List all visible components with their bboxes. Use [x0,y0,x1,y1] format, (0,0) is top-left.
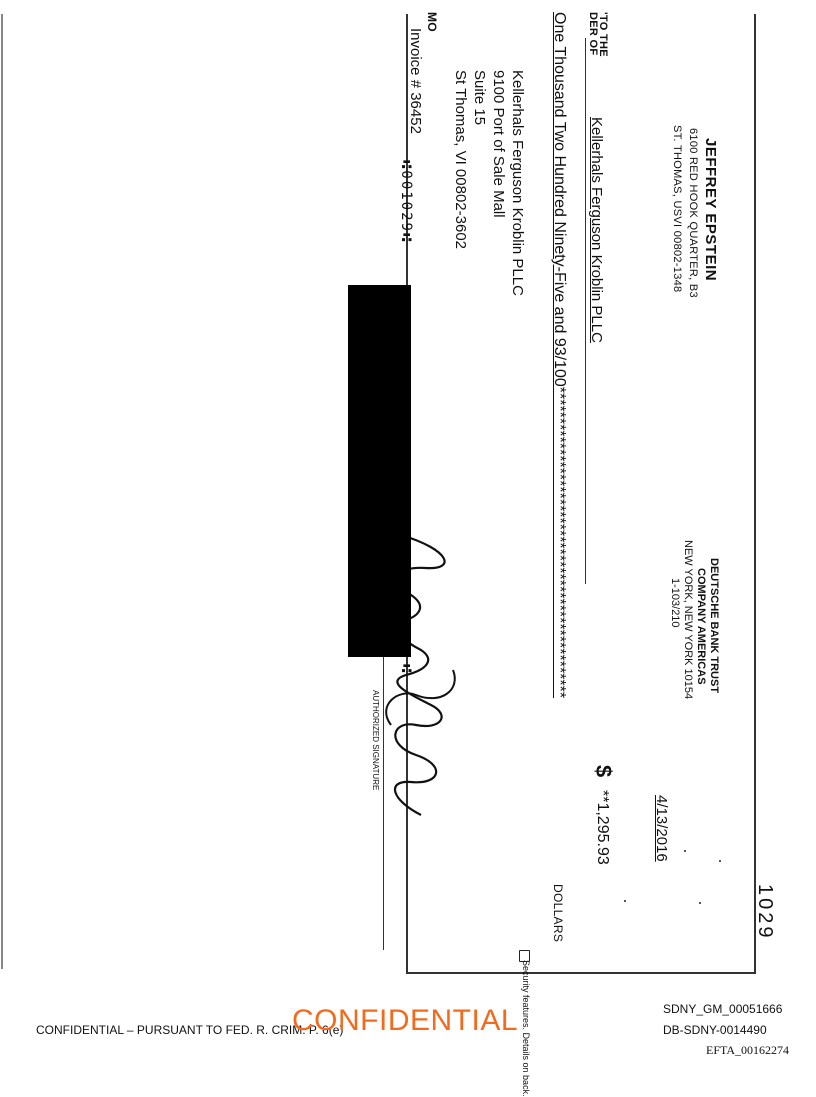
amount-numeric: **1,295.93 [594,790,611,865]
dollar-sign: $ [591,765,616,778]
bank-line1: DEUTSCHE BANK TRUST [708,558,720,694]
redaction-block [348,285,411,657]
amount-words: One Thousand Two Hundred Ninety-Five and 93/100************************************************** [551,12,568,699]
check-date: 4/13/2016 [653,795,670,862]
bank-line2: COMPANY AMERICAS [695,568,707,685]
scan-speck [719,860,721,862]
scan-speck [624,900,626,902]
pay-to-label-2: DER OF [587,12,599,56]
efta-id: EFTA_00162274 [706,1043,790,1057]
drawer-name: JEFFREY EPSTEIN [702,138,719,282]
micr-left: ⑆001029⑆ [398,160,414,244]
memo-label: MO [425,12,439,32]
payee-address-line2: 9100 Port of Sale Mall [490,70,507,218]
authorized-signature-label: AUTHORIZED SIGNATURE [371,690,380,791]
drawer-address-line2: ST. THOMAS, USVI 00802-1348 [671,125,683,293]
bank-line3: NEW YORK, NEW YORK 10154 [682,540,694,700]
memo-text: Invoice # 36452 [407,28,424,134]
check-number: 1029 [754,884,776,941]
check-top-border [1,14,3,969]
confidential-stamp: CONFIDENTIAL [292,1004,519,1037]
drawer-address-line1: 6100 RED HOOK QUARTER, B3 [687,128,699,298]
payee-line [585,38,586,584]
pay-to-label-1: 'TO THE [597,12,609,57]
scan-speck [684,850,686,852]
sdny-id: SDNY_GM_00051666 [663,1002,783,1016]
payee-address-line4: St Thomas, VI 00802-3602 [452,70,469,250]
payee-address-line3: Suite 15 [471,70,488,126]
confidential-notice: CONFIDENTIAL – PURSUANT TO FED. R. CRIM. P. 6(e) [36,1023,344,1037]
db-sdny-id: DB-SDNY-0014490 [663,1023,767,1037]
bank-line4: 1-103/210 [669,578,681,628]
security-note: Security features. Details on back. [521,960,531,1097]
payee-address-line1: Kellerhals Ferguson Kroblin PLLC [509,70,526,296]
micr-right: ⑆ [398,664,414,675]
scan-speck [699,902,701,904]
check-top-edge [754,14,756,974]
check-right-edge [406,972,756,974]
dollars-label: DOLLARS [551,884,565,943]
security-lock-icon [519,950,530,962]
payee-name: Kellerhals Ferguson Kroblin PLLC [588,117,605,343]
